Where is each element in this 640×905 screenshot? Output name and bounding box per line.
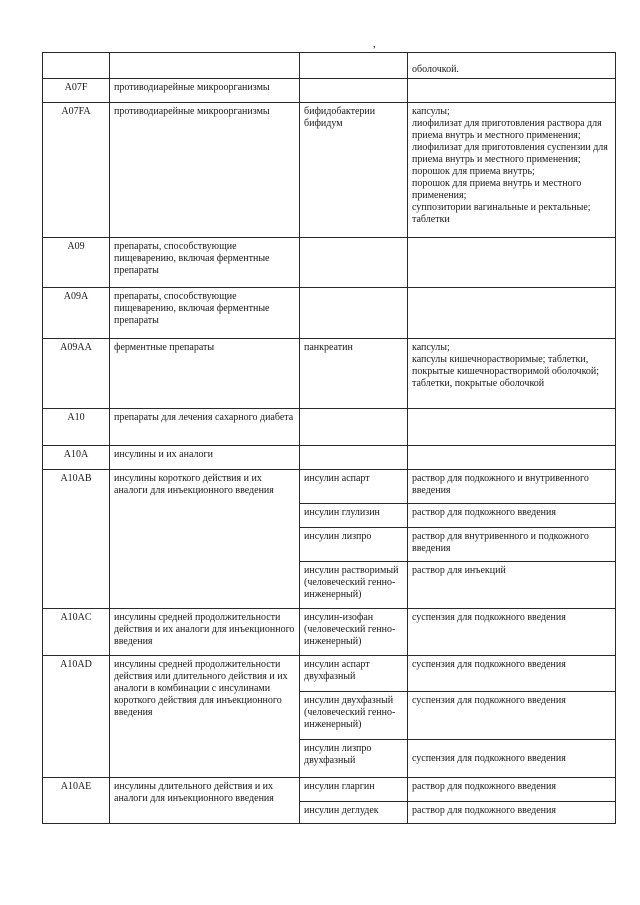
dosage-form: суспензия для подкожного введения	[408, 656, 616, 692]
drug-name	[300, 238, 408, 288]
atc-code: A10AB	[43, 470, 110, 609]
dosage-form: раствор для подкожного и внутривенного введения	[408, 470, 616, 504]
group-name: инсулины средней продолжительности действия или длительного действия и их аналоги в комбинации с инсулинами короткого действия для инъекционного введения	[110, 656, 300, 778]
drug-name: инсулин растворимый (человеческий генно-инженерный)	[300, 562, 408, 609]
group-name: противодиарейные микроорганизмы	[110, 79, 300, 103]
group-name	[110, 53, 300, 79]
drug-name	[300, 409, 408, 446]
atc-code: A07F	[43, 79, 110, 103]
table-row	[43, 470, 616, 504]
drug-name	[300, 446, 408, 470]
table-row	[43, 609, 616, 656]
drug-name	[300, 79, 408, 103]
drug-name: инсулин-изофан (человеческий генно-инженерный)	[300, 609, 408, 656]
drug-name: инсулин деглудек	[300, 802, 408, 824]
table-row	[43, 288, 616, 339]
drug-name: инсулин аспарт двухфазный	[300, 656, 408, 692]
table-row	[43, 79, 616, 103]
group-name: инсулины короткого действия и их аналоги для инъекционного введения	[110, 470, 300, 609]
dosage-form: капсулы; капсулы кишечнорастворимые; таблетки, покрытые кишечнорастворимой оболочкой; таблетки, покрытые оболочкой	[408, 339, 616, 409]
dosage-form: раствор для подкожного введения	[408, 802, 616, 824]
drug-name: инсулин глулизин	[300, 504, 408, 528]
dosage-form: суспензия для подкожного введения	[408, 609, 616, 656]
group-name: инсулины и их аналоги	[110, 446, 300, 470]
top-mark: ,	[373, 38, 376, 50]
dosage-form: капсулы; лиофилизат для приготовления раствора для приема внутрь и местного применения; лиофилизат для приготовления суспензии для приема внутрь и местного применения; порошок для приема внутрь; порошок для приема внутрь и местного применения; суппозитории вагинальные и ректальные; таблетки	[408, 103, 616, 238]
dosage-form	[408, 409, 616, 446]
group-name: инсулины средней продолжительности действия и их аналоги для инъекционного введения	[110, 609, 300, 656]
atc-code	[43, 53, 110, 79]
drug-name: инсулин лизпро двухфазный	[300, 740, 408, 778]
dosage-form: суспензия для подкожного введения	[408, 692, 616, 740]
dosage-form	[408, 288, 616, 339]
table-row	[43, 446, 616, 470]
table-row	[43, 103, 616, 238]
table-row	[43, 53, 616, 79]
drug-name	[300, 288, 408, 339]
atc-code: A10AD	[43, 656, 110, 778]
group-name: препараты, способствующие пищеварению, включая ферментные препараты	[110, 288, 300, 339]
group-name: инсулины длительного действия и их аналоги для инъекционного введения	[110, 778, 300, 824]
table-row	[43, 238, 616, 288]
group-name: препараты, способствующие пищеварению, включая ферментные препараты	[110, 238, 300, 288]
drug-name: бифидобактерии бифидум	[300, 103, 408, 238]
atc-code: A10AC	[43, 609, 110, 656]
table-row	[43, 778, 616, 802]
drug-name: инсулин гларгин	[300, 778, 408, 802]
atc-code: A07FA	[43, 103, 110, 238]
atc-code: A10A	[43, 446, 110, 470]
atc-code: A09	[43, 238, 110, 288]
table-row	[43, 656, 616, 692]
dosage-form	[408, 238, 616, 288]
table-row	[43, 409, 616, 446]
group-name: препараты для лечения сахарного диабета	[110, 409, 300, 446]
dosage-form: раствор для подкожного введения	[408, 504, 616, 528]
atc-code: A10	[43, 409, 110, 446]
group-name: ферментные препараты	[110, 339, 300, 409]
atc-code: A10AE	[43, 778, 110, 824]
drug-name: панкреатин	[300, 339, 408, 409]
dosage-form: раствор для подкожного введения	[408, 778, 616, 802]
dosage-form: раствор для инъекций	[408, 562, 616, 609]
drug-name: инсулин лизпро	[300, 528, 408, 562]
drug-name: инсулин двухфазный (человеческий генно-инженерный)	[300, 692, 408, 740]
drug-name: инсулин аспарт	[300, 470, 408, 504]
drug-list-table	[42, 52, 616, 824]
table-row	[43, 339, 616, 409]
dosage-form	[408, 446, 616, 470]
dosage-form: суспензия для подкожного введения	[408, 740, 616, 778]
group-name: противодиарейные микроорганизмы	[110, 103, 300, 238]
atc-code: A09A	[43, 288, 110, 339]
drug-name	[300, 53, 408, 79]
atc-code: A09AA	[43, 339, 110, 409]
dosage-form: оболочкой.	[408, 53, 616, 79]
dosage-form	[408, 79, 616, 103]
dosage-form: раствор для внутривенного и подкожного введения	[408, 528, 616, 562]
